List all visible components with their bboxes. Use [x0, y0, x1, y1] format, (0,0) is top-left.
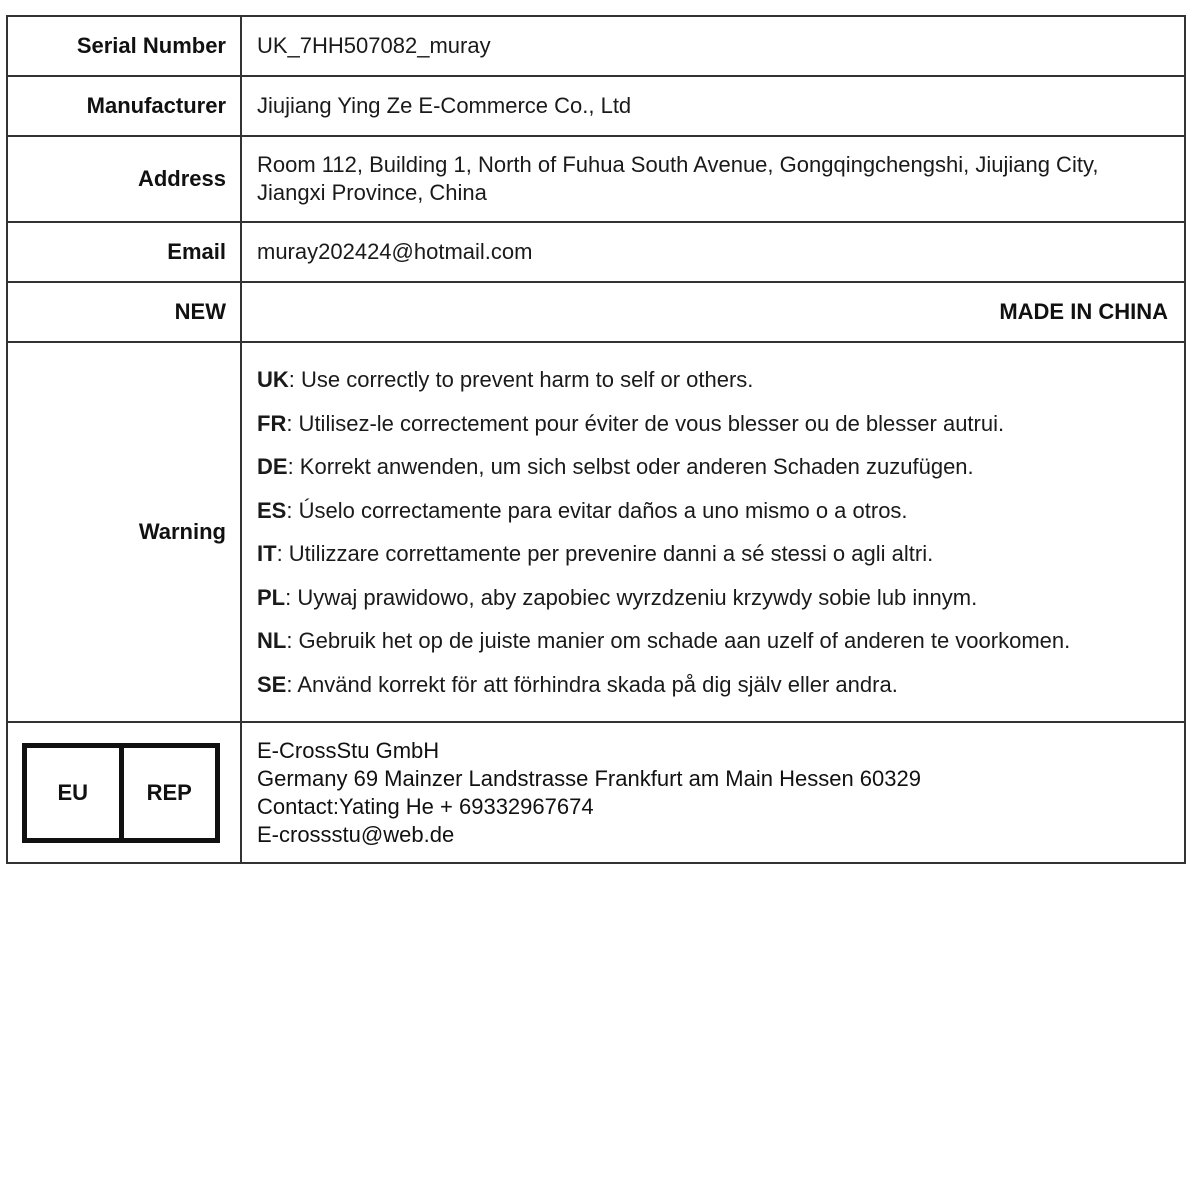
warning-text: : Úselo correctamente para evitar daños a uno mismo o a otros.	[286, 497, 908, 523]
warning-lang-code: DE	[257, 454, 288, 479]
email-row	[7, 222, 1185, 282]
warning-line	[257, 532, 1170, 576]
email-label: Email	[7, 222, 241, 282]
warning-text: : Använd korrekt för att förhindra skada på dig själv eller andra.	[286, 671, 898, 697]
warning-line	[257, 358, 1170, 402]
warning-label: Warning	[7, 342, 241, 722]
warning-cell	[241, 342, 1185, 722]
condition-label: NEW	[7, 282, 241, 342]
warning-lang-code: SE	[257, 671, 287, 697]
warning-lang-code: UK	[257, 367, 289, 392]
warning-text: : Korrekt anwenden, um sich selbst oder anderen Schaden zuzufügen.	[287, 454, 974, 479]
address-value: Room 112, Building 1, North of Fuhua South Avenue, Gongqingchengshi, Jiujiang City, Jiangxi Province, China	[241, 136, 1185, 222]
warning-lang-code: FR	[257, 410, 287, 436]
serial-number-row	[7, 16, 1185, 76]
rep-email: E-crossstu@web.de	[257, 821, 455, 847]
warning-text: : Utilisez-le correctement pour éviter de vous blesser ou de blesser autrui.	[286, 410, 1005, 436]
email-value: muray202424@hotmail.com	[241, 222, 1185, 282]
address-label: Address	[7, 136, 241, 222]
warning-lang-code: NL	[257, 628, 287, 653]
warning-line	[257, 619, 1170, 663]
warning-line	[257, 576, 1170, 620]
address-row	[7, 136, 1185, 222]
rep-contact: Contact:Yating He + 69332967674	[257, 793, 594, 819]
product-info-table	[6, 15, 1186, 864]
warning-text: : Uywaj prawidowo, aby zapobiec wyrzdzeniu krzywdy sobie lub innym.	[285, 584, 978, 610]
warning-text: : Utilizzare correttamente per prevenire danni a sé stessi o agli altri.	[276, 541, 934, 566]
eu-representative-row	[7, 722, 1185, 863]
rep-address: Germany 69 Mainzer Landstrasse Frankfurt am Main Hessen 60329	[257, 765, 921, 791]
warning-line	[257, 402, 1170, 446]
warning-lang-code: IT	[257, 541, 277, 566]
warning-line	[257, 663, 1170, 707]
warning-lang-code: ES	[257, 497, 287, 523]
serial-number-value: UK_7HH507082_muray	[241, 16, 1185, 76]
serial-number-label: Serial Number	[7, 16, 241, 76]
eu-rep-symbol-cell	[7, 722, 241, 863]
eu-rep-icon	[22, 743, 220, 843]
manufacturer-row	[7, 76, 1185, 136]
eu-representative-details	[241, 722, 1185, 863]
warning-lang-code: PL	[257, 584, 286, 610]
warning-text: : Use correctly to prevent harm to self or others.	[288, 367, 754, 392]
eu-rep-left-box: EU	[57, 779, 89, 805]
warning-text: : Gebruik het op de juiste manier om schade aan uzelf of anderen te voorkomen.	[286, 628, 1071, 653]
manufacturer-label: Manufacturer	[7, 76, 241, 136]
warning-line	[257, 489, 1170, 533]
rep-company-name: E-CrossStu GmbH	[257, 737, 440, 763]
condition-row	[7, 282, 1185, 342]
origin-value: MADE IN CHINA	[241, 282, 1185, 342]
warning-line	[257, 445, 1170, 489]
manufacturer-value: Jiujiang Ying Ze E-Commerce Co., Ltd	[241, 76, 1185, 136]
eu-rep-right-box: REP	[119, 748, 216, 838]
warning-list	[257, 344, 1170, 720]
warning-row	[7, 342, 1185, 722]
